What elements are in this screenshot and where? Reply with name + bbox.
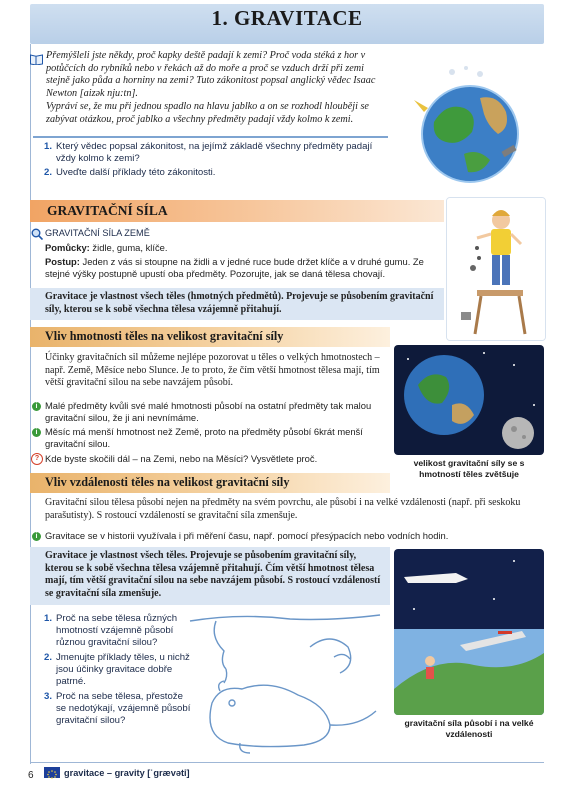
- question-item: 2. Jmenujte příklady těles, u nichž jsou účinky gravitace dobře patrné.: [44, 652, 190, 687]
- experiment-procedure: Postup: Jeden z vás si stoupne na židli a v jedné ruce bude držet klíče a v druhé gumu. Ze stejné výšky postupně upustí oba předměty. Pozorujte, jak se daná tělesa chovají.: [45, 256, 424, 279]
- summary-text: Gravitace je vlastnost všech těles. Projevuje se působením gravitační síly, kterou se k sobě všechna tělesa vzájemně přitahují. Čím větší hmotnost tělesa mají, tím větší gravitační silou na sebe navzájem působí. S rostoucí vzdáleností se gravitační síla zmenšuje.: [45, 550, 381, 599]
- intro-questions: [44, 141, 374, 179]
- mass-note-2: Měsíc má menší hmotnost než Země, proto na předměty působí 6krát menší gravitační silou.: [45, 426, 363, 449]
- question-item: 2. Uveďte další příklady této zákonitosti.: [44, 167, 216, 178]
- question-item: 3. Proč na sebe tělesa, přestože se nedotýkají, vzájemně působí gravitační silou?: [44, 691, 191, 726]
- page-number: 6: [28, 770, 34, 781]
- mass-heading: Vliv hmotnosti těles na velikost gravitační síly: [45, 329, 284, 343]
- footer-term: gravitace – gravity [ˈgrævəti]: [64, 768, 190, 778]
- experiment-title: GRAVITAČNÍ SÍLA ZEMĚ: [45, 228, 150, 238]
- distance-note: Gravitace se v historii využívala i při měření času, např. pomocí přesýpacích nebo vodních hodin.: [45, 530, 449, 541]
- footer-rule: [30, 762, 544, 763]
- question-item: 1. Který vědec popsal zákonitost, na jejímž základě všechny předměty padají vždy kolmo k zemi?: [44, 141, 373, 164]
- mass-text: Účinky gravitačních sil můžeme nejlépe pozorovat u těles o velkých hmotnostech – např. Země, Měsíce nebo Slunce. Je to proto, že čím větší hmotnost tělesa mají, tím větší gravitační silou na sebe navzájem působí.: [45, 352, 380, 389]
- shuttle-plane-illustration: [394, 549, 544, 715]
- distance-caption: gravitační síla působí i na velké vzdálenosti: [404, 718, 534, 739]
- info-icon: i: [32, 402, 41, 411]
- mass-caption: velikost gravitační síly se s hmotností těles zvětšuje: [413, 458, 525, 479]
- mass-note-1: Malé předměty kvůli své malé hmotnosti působí na ostatní předměty tak malou gravitační silou, že ji ani nevnímáme.: [45, 400, 372, 423]
- bear-drinking-illustration: [180, 607, 390, 755]
- intro-paragraph-2: Vypráví se, že mu při jednou spadlo na hlavu jablko a on se rozhodl hlouběji se zabývat otázkou, proč jablko a všechny předměty padají vždy kolmo k zemi.: [46, 101, 369, 125]
- mass-question: Kde byste skočili dál – na Zemi, nebo na Měsíci? Vysvětlete proč.: [45, 453, 318, 464]
- info-icon: i: [32, 428, 41, 437]
- earth-illustration: [394, 52, 544, 190]
- magnifier-icon: [31, 227, 43, 239]
- distance-heading: Vliv vzdálenosti těles na velikost gravitační síly: [45, 475, 290, 489]
- eu-flag-icon: [44, 767, 60, 778]
- intro-paragraph-1: Přemýšleli jste někdy, proč kapky deště padají k zemi? Proč voda stéká z hor v potůčcích do rybníků nebo v řekách až do moře a proč se vzduch drží při zemi stejně jako půda a horniny na zemi? Tuto zákonitost popsal anglický vědec Isaac Newton [aizək nju:tn].: [46, 50, 376, 99]
- left-margin-rule: [30, 44, 31, 764]
- experiment-aids: Pomůcky: židle, guma, klíče.: [45, 242, 168, 253]
- page-title: 1. GRAVITACE: [211, 6, 363, 30]
- summary-questions: [44, 613, 194, 727]
- distance-text: Gravitační silou tělesa působí nejen na předměty na svém povrchu, ale působí i na velké vzdálenosti (např. při seskoku parašutisty). S rostoucí vzdáleností se gravitační síla zmenšuje.: [45, 497, 521, 521]
- boy-on-chair-illustration: [446, 197, 546, 341]
- gravity-force-heading: GRAVITAČNÍ SÍLA: [47, 203, 168, 218]
- earth-moon-illustration: [394, 345, 544, 455]
- question-item: 1. Proč na sebe tělesa různých hmotností vzájemně působí různou gravitační silou?: [44, 613, 178, 648]
- definition-text: Gravitace je vlastnost všech těles (hmotných předmětů). Projevuje se působením gravitační síly, kterou se k sobě všechna tělesa vzájemně přitahují.: [45, 291, 434, 315]
- intro-divider: [33, 136, 388, 138]
- info-icon: i: [32, 532, 41, 541]
- book-icon: [30, 52, 43, 63]
- question-icon: ?: [31, 453, 43, 465]
